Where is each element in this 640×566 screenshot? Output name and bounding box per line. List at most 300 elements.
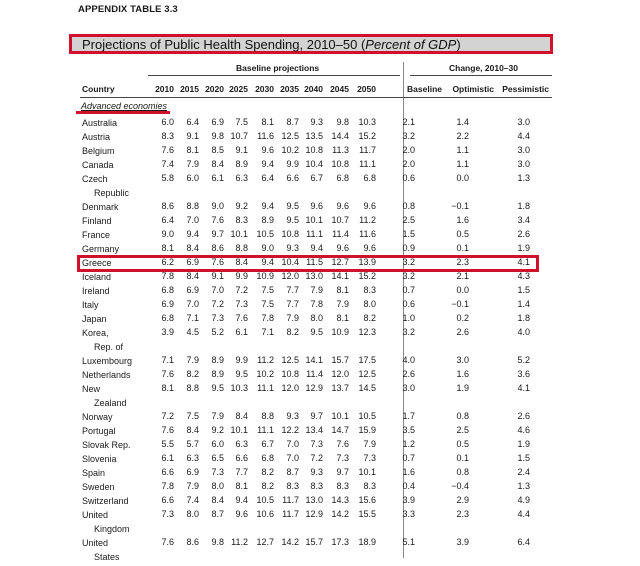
cell-2015: 8.8 xyxy=(186,201,199,211)
cell-2025: 7.6 xyxy=(235,313,248,323)
cell-2010: 6.1 xyxy=(161,453,174,463)
cell-2035: 8.7 xyxy=(286,117,299,127)
cell-2050: 12.5 xyxy=(358,369,376,379)
cell-2035: 9.3 xyxy=(286,411,299,421)
cell-2050: 8.2 xyxy=(363,313,376,323)
cell-2030: 9.4 xyxy=(261,201,274,211)
cell-2020: 6.0 xyxy=(211,439,224,449)
cell-2035: 8.7 xyxy=(286,467,299,477)
cell-2015: 6.9 xyxy=(186,467,199,477)
cell-2020: 8.9 xyxy=(211,355,224,365)
cell-2015: 9.1 xyxy=(186,131,199,141)
column-header-12: Pessimistic xyxy=(502,84,549,94)
cell-2050: 10.5 xyxy=(358,411,376,421)
cell-2030: 9.4 xyxy=(261,159,274,169)
table-title xyxy=(69,34,553,54)
cell-pessimistic: 1.3 xyxy=(517,173,530,183)
country-name: Sweden xyxy=(82,482,115,492)
cell-2045: 7.3 xyxy=(336,453,349,463)
cell-2020: 9.8 xyxy=(211,131,224,141)
cell-baseline: 1.7 xyxy=(402,411,415,421)
cell-optimistic: 2.1 xyxy=(456,271,469,281)
cell-2030: 11.1 xyxy=(257,383,274,393)
cell-pessimistic: 2.6 xyxy=(517,229,530,239)
country-name: Finland xyxy=(82,216,112,226)
cell-2035: 10.2 xyxy=(281,145,299,155)
country-name: Iceland xyxy=(82,272,112,282)
cell-optimistic: 2.2 xyxy=(456,131,469,141)
cell-pessimistic: 3.0 xyxy=(517,145,530,155)
cell-optimistic: 1.9 xyxy=(456,383,469,393)
cell-2010: 8.1 xyxy=(161,243,174,253)
country-name: Denmark xyxy=(82,202,119,212)
cell-2045: 8.1 xyxy=(336,313,349,323)
column-header-11: Optimistic xyxy=(452,84,494,94)
cell-2040: 13.0 xyxy=(305,271,323,281)
header-bottom-rule xyxy=(80,97,552,98)
cell-2050: 8.3 xyxy=(363,481,376,491)
cell-pessimistic: 4.9 xyxy=(517,495,530,505)
cell-2015: 7.9 xyxy=(186,481,199,491)
country-name: Belgium xyxy=(82,146,115,156)
cell-2030: 10.5 xyxy=(256,229,274,239)
cell-baseline: 0.4 xyxy=(402,481,415,491)
cell-optimistic: −0.1 xyxy=(451,201,469,211)
cell-pessimistic: 3.4 xyxy=(517,215,530,225)
cell-2030: 7.5 xyxy=(261,285,274,295)
cell-optimistic: 1.4 xyxy=(456,117,469,127)
cell-2020: 7.3 xyxy=(211,313,224,323)
cell-pessimistic: 1.4 xyxy=(517,299,530,309)
cell-2025: 6.3 xyxy=(235,173,248,183)
country-name-cont: Republic xyxy=(94,188,130,198)
cell-2035: 12.5 xyxy=(281,355,299,365)
cell-2020: 7.6 xyxy=(211,215,224,225)
cell-pessimistic: 4.0 xyxy=(517,327,530,337)
cell-pessimistic: 1.8 xyxy=(517,201,530,211)
column-header-3: 2020 xyxy=(205,84,224,94)
cell-2020: 7.3 xyxy=(211,467,224,477)
cell-optimistic: 0.1 xyxy=(456,243,469,253)
cell-optimistic: 2.5 xyxy=(456,425,469,435)
cell-2035: 7.7 xyxy=(286,285,299,295)
cell-2025: 8.3 xyxy=(235,215,248,225)
cell-2035: 9.5 xyxy=(286,201,299,211)
cell-2050: 11.6 xyxy=(359,229,376,239)
cell-pessimistic: 4.4 xyxy=(517,509,530,519)
appendix-label: APPENDIX TABLE 3.3 xyxy=(78,4,178,15)
cell-2020: 6.1 xyxy=(211,173,224,183)
cell-baseline: 3.9 xyxy=(402,495,415,505)
cell-2045: 12.7 xyxy=(331,257,349,267)
cell-optimistic: 2.6 xyxy=(456,327,469,337)
cell-2045: 10.9 xyxy=(331,327,349,337)
cell-2010: 6.9 xyxy=(161,299,174,309)
cell-2050: 9.6 xyxy=(363,243,376,253)
country-name: Canada xyxy=(82,160,114,170)
column-header-6: 2035 xyxy=(280,84,299,94)
header-change-rule xyxy=(410,75,552,76)
cell-pessimistic: 4.1 xyxy=(517,383,530,393)
cell-2035: 10.8 xyxy=(281,229,299,239)
cell-2020: 8.4 xyxy=(211,159,224,169)
cell-2035: 9.5 xyxy=(286,215,299,225)
cell-pessimistic: 2.6 xyxy=(517,411,530,421)
cell-2020: 8.4 xyxy=(211,495,224,505)
cell-baseline: 2.0 xyxy=(402,159,415,169)
cell-2045: 14.7 xyxy=(331,425,349,435)
cell-2040: 11.4 xyxy=(306,369,323,379)
cell-2020: 9.2 xyxy=(211,425,224,435)
header-baseline-rule xyxy=(148,75,400,76)
cell-optimistic: 1.1 xyxy=(456,159,469,169)
cell-2040: 9.3 xyxy=(310,467,323,477)
cell-2025: 9.9 xyxy=(235,271,248,281)
cell-baseline: 0.7 xyxy=(402,453,415,463)
cell-2040: 9.3 xyxy=(310,117,323,127)
cell-pessimistic: 1.5 xyxy=(517,453,530,463)
cell-2020: 6.5 xyxy=(211,453,224,463)
cell-2010: 7.4 xyxy=(161,159,174,169)
cell-2035: 6.6 xyxy=(286,173,299,183)
cell-2030: 6.8 xyxy=(261,453,274,463)
cell-2025: 6.3 xyxy=(235,439,248,449)
cell-2020: 8.6 xyxy=(211,243,224,253)
cell-2025: 9.2 xyxy=(235,201,248,211)
cell-2020: 8.7 xyxy=(211,509,224,519)
cell-2050: 15.5 xyxy=(358,509,376,519)
cell-baseline: 5.1 xyxy=(402,537,415,547)
cell-2015: 8.1 xyxy=(186,145,199,155)
cell-optimistic: 3.0 xyxy=(456,355,469,365)
cell-baseline: 3.2 xyxy=(402,327,415,337)
cell-2035: 12.0 xyxy=(281,383,299,393)
column-header-4: 2025 xyxy=(229,84,248,94)
cell-2030: 10.6 xyxy=(256,509,274,519)
cell-2010: 9.0 xyxy=(161,229,174,239)
cell-2010: 6.0 xyxy=(161,117,174,127)
cell-pessimistic: 1.9 xyxy=(517,439,530,449)
cell-pessimistic: 2.4 xyxy=(517,467,530,477)
cell-2015: 5.7 xyxy=(186,439,199,449)
cell-2040: 9.4 xyxy=(310,243,323,253)
cell-2025: 10.1 xyxy=(230,229,248,239)
cell-baseline: 0.7 xyxy=(402,285,415,295)
cell-2030: 11.6 xyxy=(257,131,274,141)
cell-2010: 7.6 xyxy=(161,369,174,379)
cell-2035: 7.0 xyxy=(286,453,299,463)
cell-2015: 6.9 xyxy=(186,257,199,267)
cell-2035: 11.7 xyxy=(282,495,299,505)
cell-2015: 8.2 xyxy=(186,369,199,379)
cell-2025: 10.3 xyxy=(230,383,248,393)
country-name: Italy xyxy=(82,300,99,310)
country-name: Slovak Rep. xyxy=(82,440,131,450)
cell-2045: 6.8 xyxy=(336,173,349,183)
cell-2015: 8.4 xyxy=(186,425,199,435)
column-header-7: 2040 xyxy=(304,84,323,94)
cell-baseline: 2.1 xyxy=(402,117,415,127)
country-name: Luxembourg xyxy=(82,356,133,366)
cell-2050: 8.3 xyxy=(363,285,376,295)
cell-optimistic: 0.0 xyxy=(456,173,469,183)
cell-optimistic: 1.6 xyxy=(456,369,469,379)
cell-pessimistic: 4.6 xyxy=(517,425,530,435)
cell-2045: 13.7 xyxy=(331,383,349,393)
cell-2035: 10.8 xyxy=(281,369,299,379)
cell-2015: 9.4 xyxy=(186,229,199,239)
cell-2010: 6.6 xyxy=(161,495,174,505)
cell-2040: 6.7 xyxy=(310,173,323,183)
column-header-1: 2010 xyxy=(155,84,174,94)
country-name: Portugal xyxy=(82,426,116,436)
cell-2045: 10.7 xyxy=(331,215,349,225)
cell-2030: 9.4 xyxy=(261,257,274,267)
cell-2030: 8.8 xyxy=(261,411,274,421)
cell-2050: 18.9 xyxy=(358,537,376,547)
cell-2030: 10.2 xyxy=(256,369,274,379)
column-header-10: Baseline xyxy=(407,84,442,94)
cell-2030: 8.1 xyxy=(261,117,274,127)
cell-2050: 15.6 xyxy=(358,495,376,505)
cell-baseline: 3.2 xyxy=(402,271,415,281)
cell-2035: 10.4 xyxy=(281,257,299,267)
cell-2025: 7.2 xyxy=(235,285,248,295)
table-title-text: Projections of Public Health Spending, 2010–50 ( xyxy=(82,37,366,52)
cell-2040: 10.4 xyxy=(305,159,323,169)
country-name: Australia xyxy=(82,118,118,128)
cell-2010: 8.3 xyxy=(161,131,174,141)
cell-2010: 7.6 xyxy=(161,145,174,155)
cell-pessimistic: 5.2 xyxy=(517,355,530,365)
cell-pessimistic: 1.3 xyxy=(517,481,530,491)
cell-2015: 7.5 xyxy=(186,411,199,421)
cell-baseline: 2.5 xyxy=(402,215,415,225)
cell-2025: 11.2 xyxy=(231,537,248,547)
cell-2035: 8.2 xyxy=(286,327,299,337)
cell-2045: 7.9 xyxy=(336,299,349,309)
cell-2010: 8.1 xyxy=(161,383,174,393)
cell-baseline: 3.5 xyxy=(402,425,415,435)
cell-2050: 17.5 xyxy=(358,355,376,365)
cell-2030: 9.0 xyxy=(261,243,274,253)
cell-2025: 7.3 xyxy=(235,299,248,309)
country-name-cont: Kingdom xyxy=(94,524,130,534)
cell-2025: 9.9 xyxy=(235,355,248,365)
cell-2025: 9.5 xyxy=(235,369,248,379)
cell-2035: 9.9 xyxy=(286,159,299,169)
cell-2050: 6.8 xyxy=(363,173,376,183)
cell-optimistic: −0.1 xyxy=(451,299,469,309)
cell-2040: 12.9 xyxy=(305,383,323,393)
cell-2030: 8.9 xyxy=(261,215,274,225)
country-name: Netherlands xyxy=(82,370,131,380)
cell-2035: 14.2 xyxy=(281,537,299,547)
cell-pessimistic: 1.5 xyxy=(517,285,530,295)
cell-pessimistic: 1.8 xyxy=(517,313,530,323)
cell-baseline: 1.6 xyxy=(402,467,415,477)
cell-2025: 9.1 xyxy=(235,145,248,155)
cell-2025: 8.4 xyxy=(235,257,248,267)
cell-2040: 9.7 xyxy=(310,411,323,421)
cell-2025: 10.7 xyxy=(230,131,248,141)
cell-2050: 13.9 xyxy=(358,257,376,267)
cell-baseline: 0.6 xyxy=(402,299,415,309)
cell-pessimistic: 3.0 xyxy=(517,159,530,169)
country-name: Korea, xyxy=(82,328,109,338)
cell-2025: 9.4 xyxy=(235,495,248,505)
cell-2010: 6.4 xyxy=(161,215,174,225)
column-header-2: 2015 xyxy=(180,84,199,94)
cell-2015: 7.9 xyxy=(186,159,199,169)
cell-optimistic: 1.6 xyxy=(456,215,469,225)
country-name: United xyxy=(82,510,109,520)
cell-2010: 7.6 xyxy=(161,425,174,435)
cell-2010: 7.1 xyxy=(161,355,174,365)
cell-2045: 9.8 xyxy=(336,117,349,127)
cell-2045: 7.6 xyxy=(336,439,349,449)
cell-2040: 7.9 xyxy=(310,285,323,295)
cell-2010: 6.2 xyxy=(161,257,174,267)
table-title-unit: Percent of GDP xyxy=(365,37,457,52)
cell-optimistic: 0.5 xyxy=(456,439,469,449)
cell-2020: 7.0 xyxy=(211,285,224,295)
cell-2025: 8.9 xyxy=(235,159,248,169)
cell-2040: 9.6 xyxy=(310,201,323,211)
cell-2025: 9.6 xyxy=(235,509,248,519)
cell-2020: 7.9 xyxy=(211,411,224,421)
cell-optimistic: 0.8 xyxy=(456,411,469,421)
cell-2050: 11.7 xyxy=(359,145,376,155)
cell-2010: 5.5 xyxy=(161,439,174,449)
cell-2010: 7.6 xyxy=(161,537,174,547)
cell-2045: 9.6 xyxy=(336,201,349,211)
cell-optimistic: 2.3 xyxy=(456,509,469,519)
cell-baseline: 2.0 xyxy=(402,145,415,155)
cell-2045: 11.4 xyxy=(332,229,349,239)
cell-pessimistic: 4.3 xyxy=(517,271,530,281)
cell-2050: 15.2 xyxy=(358,131,376,141)
cell-2035: 7.7 xyxy=(286,299,299,309)
cell-2045: 17.3 xyxy=(331,537,349,547)
country-name: Norway xyxy=(82,412,113,422)
cell-2030: 7.1 xyxy=(261,327,274,337)
cell-2030: 10.9 xyxy=(256,271,274,281)
cell-2015: 8.0 xyxy=(186,509,199,519)
country-name: France xyxy=(82,230,111,240)
cell-2030: 11.1 xyxy=(257,425,274,435)
column-header-5: 2030 xyxy=(255,84,274,94)
cell-2010: 6.6 xyxy=(161,467,174,477)
cell-2020: 9.0 xyxy=(211,201,224,211)
country-name: Slovenia xyxy=(82,454,117,464)
country-name-cont: Rep. of xyxy=(94,342,124,352)
country-name: Ireland xyxy=(82,286,110,296)
country-name: United xyxy=(82,538,109,548)
country-name: Austria xyxy=(82,132,111,142)
cell-optimistic: 0.1 xyxy=(456,453,469,463)
cell-2030: 6.7 xyxy=(261,439,274,449)
cell-2010: 7.8 xyxy=(161,271,174,281)
cell-2030: 7.5 xyxy=(261,299,274,309)
cell-2050: 15.2 xyxy=(358,271,376,281)
cell-2020: 8.9 xyxy=(211,369,224,379)
cell-2040: 10.8 xyxy=(305,145,323,155)
cell-2015: 8.4 xyxy=(186,243,199,253)
cell-2045: 12.0 xyxy=(331,369,349,379)
cell-2025: 6.1 xyxy=(235,327,248,337)
cell-2045: 14.2 xyxy=(331,509,349,519)
cell-2015: 7.0 xyxy=(186,299,199,309)
cell-2030: 11.2 xyxy=(257,355,274,365)
cell-2020: 8.0 xyxy=(211,481,224,491)
cell-2015: 7.9 xyxy=(186,355,199,365)
cell-2015: 4.5 xyxy=(186,327,199,337)
category-label: Advanced economies xyxy=(81,101,168,111)
cell-2050: 8.0 xyxy=(363,299,376,309)
cell-2010: 6.8 xyxy=(161,313,174,323)
cell-2050: 12.3 xyxy=(358,327,376,337)
cell-2040: 14.1 xyxy=(305,355,323,365)
cell-2040: 7.3 xyxy=(310,439,323,449)
cell-2010: 5.8 xyxy=(161,173,174,183)
category-highlight xyxy=(76,111,170,114)
cell-pessimistic: 3.6 xyxy=(517,369,530,379)
cell-2040: 7.2 xyxy=(310,453,323,463)
cell-optimistic: 0.8 xyxy=(456,467,469,477)
cell-2050: 15.9 xyxy=(358,425,376,435)
cell-2030: 8.2 xyxy=(261,481,274,491)
cell-optimistic: 1.1 xyxy=(456,145,469,155)
country-name: Japan xyxy=(82,314,107,324)
cell-2045: 10.1 xyxy=(331,411,349,421)
country-name: Switzerland xyxy=(82,496,129,506)
cell-2020: 7.2 xyxy=(211,299,224,309)
cell-baseline: 4.0 xyxy=(402,355,415,365)
cell-baseline: 3.2 xyxy=(402,257,415,267)
cell-2015: 6.3 xyxy=(186,453,199,463)
header-change: Change, 2010–30 xyxy=(449,63,518,73)
column-header-0: Country xyxy=(82,84,115,94)
cell-2025: 10.1 xyxy=(230,425,248,435)
cell-2045: 15.7 xyxy=(331,355,349,365)
cell-baseline: 3.0 xyxy=(402,383,415,393)
cell-2025: 7.7 xyxy=(235,467,248,477)
cell-optimistic: −0.4 xyxy=(451,481,469,491)
cell-2045: 8.1 xyxy=(336,285,349,295)
country-name: Greece xyxy=(82,258,112,268)
cell-2040: 15.7 xyxy=(305,537,323,547)
cell-2015: 7.1 xyxy=(186,313,199,323)
cell-baseline: 3.3 xyxy=(402,509,415,519)
cell-2045: 9.7 xyxy=(336,467,349,477)
cell-baseline: 1.0 xyxy=(402,313,415,323)
cell-2045: 8.3 xyxy=(336,481,349,491)
cell-2035: 12.5 xyxy=(281,131,299,141)
country-name-cont: Zealand xyxy=(94,398,127,408)
country-name: Spain xyxy=(82,468,106,478)
cell-2035: 7.9 xyxy=(286,313,299,323)
cell-2045: 9.6 xyxy=(336,243,349,253)
cell-2035: 12.0 xyxy=(281,271,299,281)
cell-2020: 9.7 xyxy=(211,229,224,239)
cell-baseline: 1.2 xyxy=(402,439,415,449)
cell-2045: 14.1 xyxy=(331,271,349,281)
cell-baseline: 1.5 xyxy=(402,229,415,239)
cell-2015: 7.0 xyxy=(186,215,199,225)
country-name-cont: States xyxy=(94,552,120,562)
cell-2030: 9.6 xyxy=(261,145,274,155)
